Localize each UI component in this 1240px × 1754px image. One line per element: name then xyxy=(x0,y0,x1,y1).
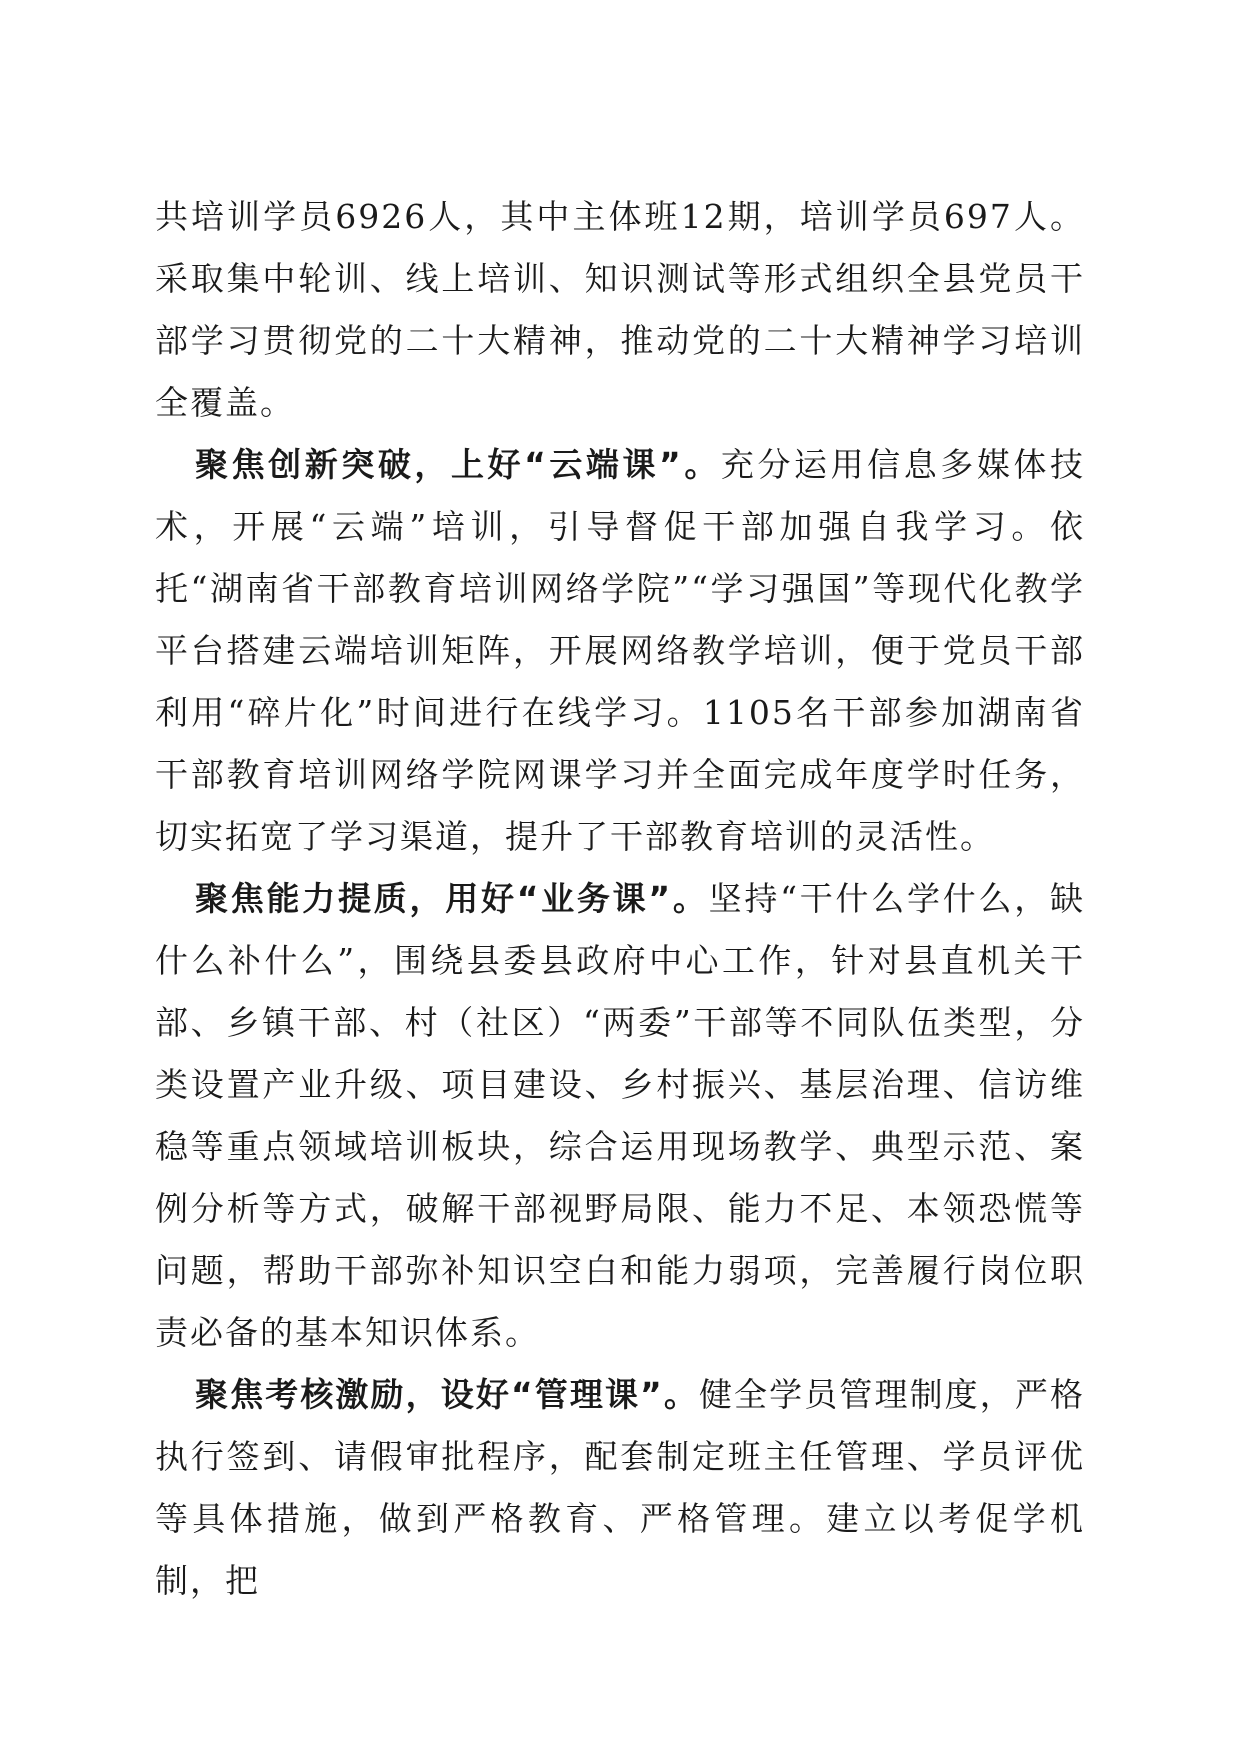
paragraph-heading: 聚焦考核激励，设好“管理课”。 xyxy=(195,1375,699,1414)
paragraph-text: 坚持“干什么学什么，缺什么补什么”，围绕县委县政府中心工作，针对县直机关干部、乡镇干部、村（社区）“两委”干部等不同队伍类型，分类设置产业升级、项目建设、乡村振兴、基层治理、信访维稳等重点领域培训板块，综合运用现场教学、典型示范、案例分析等方式，破解干部视野局限、能力不足、本领恐慌等问题，帮助干部弥补知识空白和能力弱项，完善履行岗位职责必备的基本知识体系。 xyxy=(155,879,1085,1352)
paragraph-text: 充分运用信息多媒体技术，开展“云端”培训，引导督促干部加强自我学习。依托“湖南省干部教育培训网络学院”“学习强国”等现代化教学平台搭建云端培训矩阵，开展网络教学培训，便于党员干部利用“碎片化”时间进行在线学习。1105名干部参加湖南省干部教育培训网络学院网课学习并全面完成年度学时任务，切实拓宽了学习渠道，提升了干部教育培训的灵活性。 xyxy=(155,445,1085,856)
paragraph-business-course xyxy=(155,868,1085,1364)
paragraph-heading: 聚焦创新突破，上好“云端课”。 xyxy=(195,445,721,484)
document-body xyxy=(155,186,1085,1612)
paragraph-management-course xyxy=(155,1364,1085,1612)
paragraph-training-summary xyxy=(155,186,1085,434)
paragraph-text: 共培训学员6926人，其中主体班12期，培训学员697人。采取集中轮训、线上培训、知识测试等形式组织全县党员干部学习贯彻党的二十大精神，推动党的二十大精神学习培训全覆盖。 xyxy=(155,197,1085,422)
paragraph-text: 健全学员管理制度，严格执行签到、请假审批程序，配套制定班主任管理、学员评优等具体措施，做到严格教育、严格管理。建立以考促学机制，把 xyxy=(155,1375,1085,1600)
paragraph-cloud-course xyxy=(155,434,1085,868)
paragraph-heading: 聚焦能力提质，用好“业务课”。 xyxy=(195,879,709,918)
